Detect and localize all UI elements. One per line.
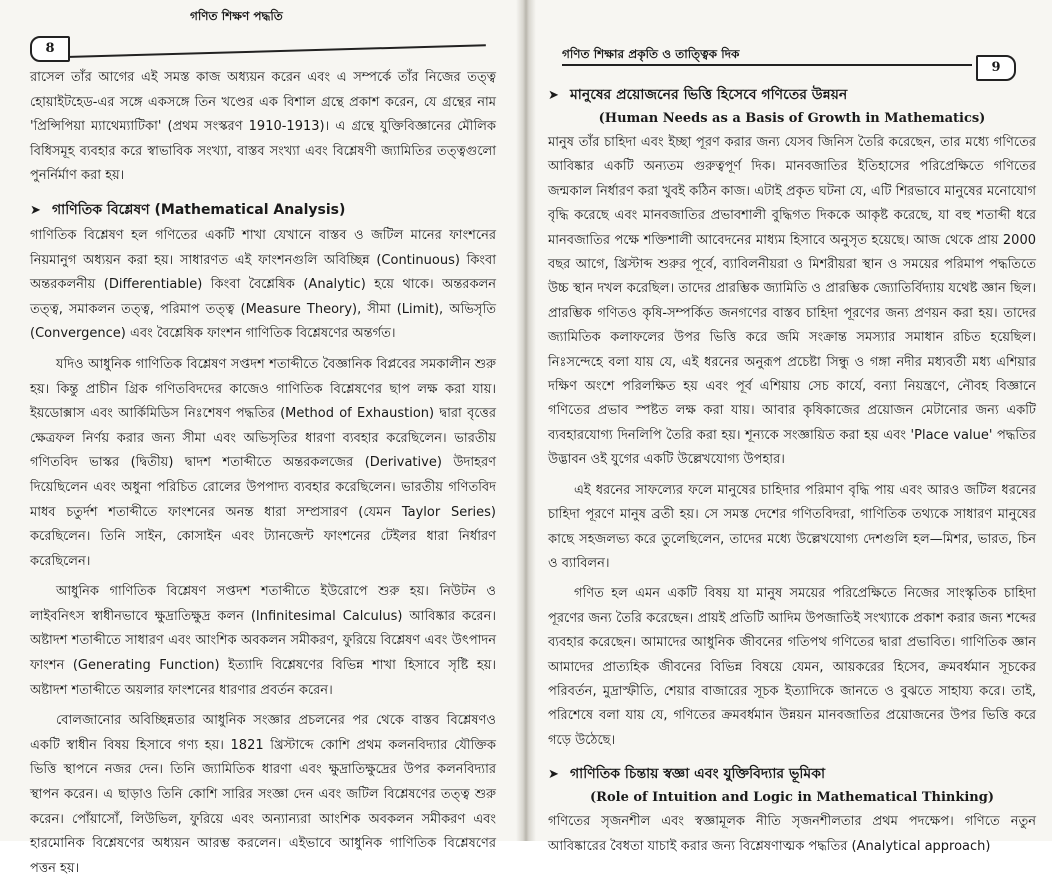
right-paragraph-1: মানুষ তাঁর চাহিদা এবং ইচ্ছা পূরণ করার জন্য যেসব জিনিস তৈরি করেছেন, তার মধ্যে গণিতের আবিষ্কার একটি অন্যতম গুরুত্বপূর্ণ দিক। মানবজাতির ইতিহাসের পরিপ্রেক্ষিতে গণিতের জন্মকাল নির্ধারণ করা খুবই কঠিন কাজ। এটাই প্রকৃত ঘটনা যে, এটি শিরভাবে মানুষের মনোযোগ বৃদ্ধি করেছে এবং মানবজাতির প্রভাবশালী বুদ্ধিগত দিককে আকৃষ্ট করেছে, যা বহু শতাব্দী ধরে মানবজাতির পক্ষে শক্তিশালী আবেদনের মাধ্যম হিসাবে অনুসৃত হয়েছে। আজ থেকে প্রায় 2000 বছর আগে, খ্রিস্টাব্দ শুরুর পূর্বে, ব্যাবিলনীয়রা ও মিশরীয়রা স্থান ও সময়ের পরিমাপ পদ্ধতিতে উচ্চ স্থান দখল করেছিল। তাদের প্রারম্ভিক জ্যামিতি ও প্রারম্ভিক জ্যোতির্বিদ্যায় যথেষ্ট জ্ঞান ছিল। প্রারম্ভিক গণিতও কৃষি-সম্পর্কিত জনগণের বাস্তব চাহিদা পূরণের জন্য প্রণয়ন করা হয়। তাদের জ্যামিতিক কলাফলের উপর ভিত্তি করে জমি সংক্রান্ত সমস্যার সমাধান রচিত হয়েছিল। নিঃসন্দেহে বলা যায় যে, এই ধরনের অনুরূপ প্রচেষ্টা সিন্ধু ও গঙ্গা নদীর মধ্যবর্তী মধ্য এশিয়ার দক্ষিণ অংশে পরিলক্ষিত হয় এবং পূর্ব এশিয়ায় সেচ কার্যে, বন্যা নিয়ন্ত্রণে, নৌবহ বিজ্ঞানে গণিতের প্রভাব স্পষ্টত লক্ষ করা যায়। আবার কৃষিকাজের প্রয়োজন মেটানোর জন্য একটি ব্যবহারযোগ্য দিনলিপি তৈরি করা হয়। শূন্যকে সংজ্ঞায়িত করা হয় এবং 'Place value' পদ্ধতির উদ্ভাবন ওই যুগের একটি উল্লেখযোগ্য উপহার। [548,135,1036,468]
left-paragraph-intro: রাসেল তাঁর আগের এই সমস্ত কাজ অধ্যয়ন করেন এবং এ সম্পর্কে তাঁর নিজের তত্ত্ব হোয়াইটহেড-এর সঙ্গে একসঙ্গে তিন খণ্ডের এক বিশাল গ্রন্থে প্রকাশ করেন, যে গ্রন্থের নাম 'প্রিন্সিপিয়া ম্যাথেম্যাটিকা' (প্রথম সংস্করণ 1910-1913)। এ গ্রন্থে যুক্তিবিজ্ঞানের মৌলিক বিধিসমূহ ব্যবহার করে স্বাভাবিক সংখ্যা, বাস্তব সংখ্যা এবং বিশ্লেষণী জ্যামিতির তত্ত্বগুলো পুনর্নির্মাণ করা হয়। [30,70,496,184]
left-paragraph-2: যদিও আধুনিক গাণিতিক বিশ্লেষণ সপ্তদশ শতাব্দীতে বৈজ্ঞানিক বিপ্লবের সমকালীন শুরু হয়। কিন্তু প্রাচীন গ্রিক গণিতবিদদের কাজেও গাণিতিক বিশ্লেষণের ছাপ লক্ষ করা যায়। ইয়ডোক্সাস এবং আর্কিমিডিস নিঃশেষণ পদ্ধতির (Method of Exhaustion) দ্বারা বৃত্তের ক্ষেত্রফল নির্ণয় করার জন্য সীমা এবং অভিসৃতির ধারণা ব্যবহার করেছিলেন। ভারতীয় গণিতবিদ ভাস্কর (দ্বিতীয়) দ্বাদশ শতাব্দীতে অন্তরকলজের (Derivative) উদাহরণ দিয়েছিলেন এবং অধুনা পরিচিত রোলের উপপাদ্য ব্যবহার করেছিলেন। ভারতীয় গণিতবিদ মাধব চতুর্দশ শতাব্দীতে ফাংশনের অনন্ত ধারা সম্প্রসারণ (যেমন Taylor Series) করেছিলেন। তিনি সাইন, কোসাইন এবং ট্যানজেন্ট ফাংশনের টেইলর ধারা নির্ধারণ করেছিলেন। [30,356,496,569]
right-header-rule [562,64,972,66]
right-section1-heading-text: মানুষের প্রয়োজনের ভিত্তি হিসেবে গণিতের উন্নয়ন [570,87,848,103]
right-paragraph-4: গণিতের সৃজনশীল এবং স্বজ্ঞামূলক নীতি সৃজনশীলতার প্রথম পদক্ষেপ। গণিতে নতুন আবিষ্কারের বৈধতা যাচাই করার জন্য বিশ্লেষণাত্মক পদ্ধতির (Analytical approach) [548,814,1036,854]
left-section-heading-text: গাণিতিক বিশ্লেষণ (Mathematical Analysis) [52,201,346,218]
left-header-rule [66,44,486,58]
left-running-head: গণিত শিক্ষণ পদ্ধতি [190,9,283,23]
arrow-bullet-icon: ➤ [548,767,559,783]
left-page-number: 8 [30,36,70,62]
left-paragraph-4: বোলজানোর অবিচ্ছিন্নতার আধুনিক সংজ্ঞার প্রচলনের পর থেকে বাস্তব বিশ্লেষণও একটি স্বাধীন বিষয় হিসাবে গণ্য হয়। 1821 খ্রিস্টাব্দে কোশি প্রথম কলনবিদ্যার যৌক্তিক ভিত্তি স্থাপনে নজর দেন। তিনি জ্যামিতিক ধারণা এবং ক্ষুদ্রাতিক্ষুদ্রের উপর কলনবিদ্যার স্থাপন করেন। এ ছাড়াও তিনি কোশি সারির সংজ্ঞা দেন এবং জটিল বিশ্লেষণের তত্ত্ব শুরু করেন। পোঁয়াসোঁ, লিউভিল, ফুরিয়ে এবং অন্যান্যরা আংশিক অবকলন সমীকরণ এবং হারমোনিক বিশ্লেষণের অধ্যয়ন আরম্ভ করলেন। এইভাবে আধুনিক গাণিতিক বিশ্লেষণের পত্তন হয়। [30,713,496,876]
left-page [0,0,516,876]
arrow-bullet-icon: ➤ [548,88,559,103]
right-running-head: গণিত শিক্ষার প্রকৃতি ও তাত্ত্বিক দিক [562,47,740,61]
right-page [536,0,1052,854]
book-gutter [516,0,536,841]
arrow-bullet-icon: ➤ [30,202,41,218]
left-page-text [30,66,496,881]
right-section1-english-title: (Human Needs as a Basis of Growth in Mathematics) [598,111,986,126]
right-section1-heading [548,84,1036,107]
right-paragraph-2: এই ধরনের সাফল্যের ফলে মানুষের চাহিদার পরিমাণ বৃদ্ধি পায় এবং আরও জটিল ধরনের চাহিদা পূরণে মানুষ ব্রতী হয়। সে সমস্ত দেশের গণিতবিদরা, গাণিতিক তথ্যকে সাধারণ মানুষের কাছে সহজলভ্য করে তুলেছিলেন, তাদের মধ্যে উল্লেখযোগ্য দেশগুলি হল—মিশর, ভারত, চিন ও ব্যাবিলন। [548,482,1036,571]
right-section2-english-title: (Role of Intuition and Logic in Mathematical Thinking) [590,790,994,806]
right-section2-heading [548,763,1036,786]
left-paragraph-3: আধুনিক গাণিতিক বিশ্লেষণ সপ্তদশ শতাব্দীতে ইউরোপে শুরু হয়। নিউটন ও লাইবনিৎস স্বাধীনভাবে ক্ষুদ্রাতিক্ষুদ্র কলন (Infinitesimal Calculus) আবিষ্কার করেন। অষ্টাদশ শতাব্দীতে সাধারণ এবং আংশিক অবকলন সমীকরণ, ফুরিয়ে বিশ্লেষণ এবং উৎপাদন ফাংশন (Generating Function) ইত্যাদি বিশ্লেষণের বিভিন্ন শাখা হিসাবে সৃষ্টি হয়। অষ্টাদশ শতাব্দীতে অয়লার ফাংশনের ধারণার প্রবর্তন করেন। [30,584,496,698]
right-page-text [548,74,1036,859]
right-section2-heading-text: গাণিতিক চিন্তায় স্বজ্ঞা এবং যুক্তিবিদ্যার ভূমিকা [570,766,826,783]
right-paragraph-3: গণিত হল এমন একটি বিষয় যা মানুষ সময়ের পরিপ্রেক্ষিতে নিজের সাংস্কৃতিক চাহিদা পূরণের জন্য তৈরি করেছেন। প্রায়ই প্রতিটি আদিম উপজাতিই সংখ্যাকে প্রকাশ করার জন্য শব্দের ব্যবহার করেছেন। আমাদের আধুনিক জীবনের গতিপথ গণিতের দ্বারা প্রভাবিত। গাণিতিক জ্ঞান আমাদের প্রাত্যহিক জীবনের বিভিন্ন বিষয়ে যেমন, আয়করের হিসেব, ক্রমবর্ধমান সূচকের পরিবর্তন, মুদ্রাস্ফীতি, শেয়ার বাজারের সূচক ইত্যাদিকে জানতে ও বুঝতে সাহায্য করে। তাই, পরিশেষে বলা যায় যে, গণিতের ক্রমবর্ধমান উন্নয়ন মানবজাতির প্রয়োজনের উপর ভিত্তি করে গড়ে উঠেছে। [548,586,1036,748]
left-section-heading [30,199,496,222]
right-page-number: 9 [976,55,1016,81]
left-paragraph-1: গাণিতিক বিশ্লেষণ হল গণিতের একটি শাখা যেখানে বাস্তব ও জটিল মানের ফাংশনের নিয়মানুগ অধ্যয়ন করা হয়। সাধারণত এই ফাংশনগুলি অবিচ্ছিন্ন (Continuous) কিংবা অন্তরকলনীয় (Differentiable) কিংবা বৈশ্লেষিক (Analytic) হয়ে থাকে। অন্তরকলন তত্ত্ব, সমাকলন তত্ত্ব, পরিমাপ তত্ত্ব (Measure Theory), সীমা (Limit), অভিসৃতি (Convergence) এবং বৈশ্লেষিক ফাংশন গাণিতিক বিশ্লেষণের অন্তর্গত। [30,227,496,342]
